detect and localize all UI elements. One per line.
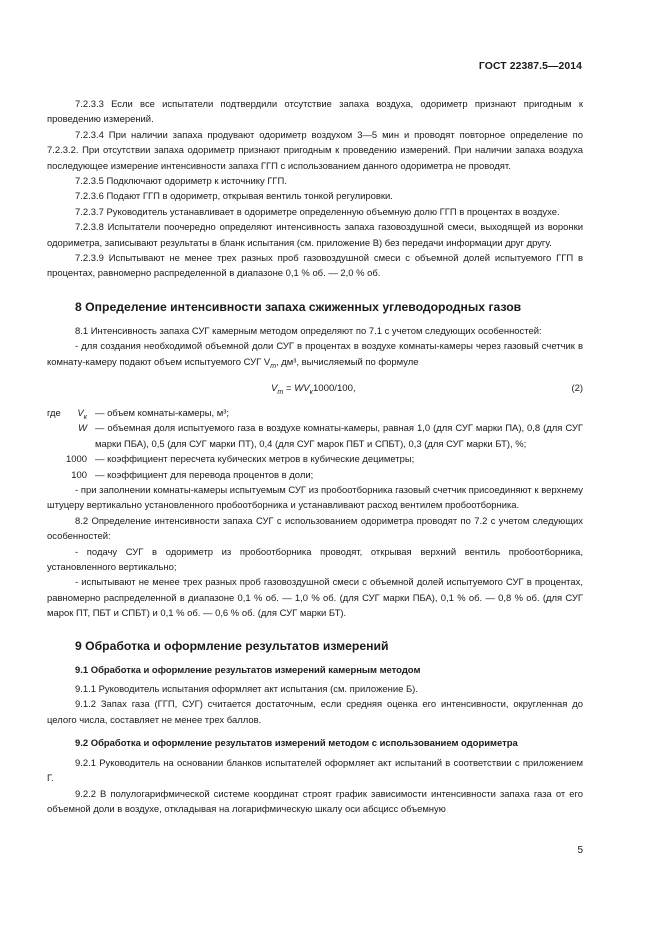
clause-8-2-feeding: - подачу СУГ в одориметр из пробоотборника проводят, открывая верхний вентиль пробоотборника, установленного вертикально; (47, 546, 583, 574)
where-description: объем комнаты-камеры, м³; (107, 407, 229, 419)
page-content (47, 97, 583, 817)
where-item (47, 406, 583, 421)
clause-7-2-3-4: 7.2.3.4 При наличии запаха продувают одориметр воздухом 3—5 мин и проводят повторное определение по 7.2.3.2. При отсутствии запаха одориметр признают пригодным к проведению измерений. При наличии запаха воздуха последующее измерение интенсивности запаха ГГП с использованием данного одориметра не проводят. (47, 129, 583, 172)
where-item (47, 468, 583, 483)
clause-7-2-3-5: 7.2.3.5 Подключают одориметр к источнику ГГП. (75, 176, 287, 188)
clause-7-2-3-7: 7.2.3.7 Руководитель устанавливает в одориметре определенную объемную долю ГГП в процентах в воздухе. (75, 206, 560, 218)
section-8-heading: 8 Определение интенсивности запаха сжиженных углеводородных газов (75, 299, 522, 314)
page-number: 5 (577, 845, 583, 856)
formula-eq: = (283, 382, 295, 394)
formula-number: (2) (571, 382, 583, 394)
where-dash: — (95, 454, 105, 466)
volume-intro-text: - для создания необходимой объемной доли СУГ в процентах в воздухе комнаты-камеры через газовый счетчик в комнату-камеру подают объем испытуемого СУГ V (47, 341, 583, 368)
where-symbol (47, 468, 87, 483)
clause-9-2-1: 9.2.1 Руководитель на основании бланков испытателей оформляет акт испытаний в соответствии с приложением Г. (47, 757, 583, 785)
clause-7-2-3-8: 7.2.3.8 Испытатели поочередно определяют интенсивность запаха газовоздушной смеси, выходящей из воронки одориметра, записывают результаты в бланк испытания (см. приложение В) без передачи информации друг другу. (47, 222, 583, 249)
where-symbol (47, 421, 87, 436)
where-item (47, 421, 583, 452)
formula-rest: 1000/100, (312, 382, 356, 394)
clause-8-1-filling: - при заполнении комнаты-камеры испытуемым СУГ из пробоотборника газовый счетчик присоединяют к верхнему штуцеру вертикально установленного пробоотборника и устанавливают расход вентилем пробоотборника. (47, 485, 583, 512)
clause-8-1: 8.1 Интенсивность запаха СУГ камерным методом определяют по 7.1 с учетом следующих особенностей: (75, 325, 542, 337)
where-symbol-text: W (78, 423, 87, 435)
formula-lhs-sub: т (277, 388, 284, 396)
formula-w: W (294, 382, 304, 394)
where-dash: — (95, 407, 105, 419)
formula-lhs: V (271, 382, 278, 394)
where-description: объемная доля испытуемого газа в воздухе комнаты-камеры, равная 1,0 (для СУГ марки ПА), 0,8 (для СУГ марки ПБА), 0,5 (для СУГ марки ПТ), 0,4 (для СУГ марок ПБТ и СПБТ), 0,3 (для СУГ марки БТ), %; (95, 423, 583, 450)
standard-header: ГОСТ 22387.5—2014 (478, 61, 582, 72)
volume-intro-end: , дм³, вычисляемый по формуле (276, 356, 419, 368)
section-9-heading: 9 Обработка и оформление результатов измерений (75, 638, 389, 653)
clause-9-1-1: 9.1.1 Руководитель испытания оформляет акт испытания (см. приложение Б). (75, 684, 418, 696)
clause-8-2-samples: - испытывают не менее трех разных проб газовоздушной смеси с объемной долей испытуемого СУГ в процентах, равномерно распределенной в диапазоне 0,1 % об. — 1,0 % об. (для СУГ марки ПБА), 0,1 % об. — 0,8 % об. (для СУГ марок ПТ, ПБТ и СПБТ) и 0,1 % об. — 0,6 % об. (для СУГ марки БТ). (47, 577, 583, 620)
where-symbol-text: 1000 (66, 454, 87, 466)
where-dash: — (95, 469, 105, 481)
clause-7-2-3-9: 7.2.3.9 Испытывают не менее трех разных проб газовоздушной смеси с объемной долей испытуемого ГГП в процентах, равномерно распределенной в диапазоне 0,1 % об. — 2,0 % об. (47, 253, 583, 280)
where-symbol (47, 452, 87, 467)
formula-v-sub: к (309, 388, 313, 396)
where-item (47, 452, 583, 467)
where-description: коэффициент для перевода процентов в доли; (107, 469, 314, 481)
where-symbol-text: 100 (71, 469, 87, 481)
where-dash: — (95, 423, 105, 435)
subsection-9-1-heading: 9.1 Обработка и оформление результатов измерений камерным методом (75, 664, 421, 676)
formula-2 (47, 381, 583, 397)
where-description: коэффициент пересчета кубических метров в кубические дециметры; (107, 454, 415, 466)
clause-7-2-3-6: 7.2.3.6 Подают ГГП в одориметр, открывая вентиль тонкой регулировки. (75, 191, 393, 203)
clause-7-2-3-3: 7.2.3.3 Если все испытатели подтвердили отсутствие запаха воздуха, одориметр признают пригодным к проведению измерений. (47, 99, 583, 126)
clause-9-1-2: 9.1.2 Запах газа (ГГП, СУГ) считается достаточным, если средняя оценка его интенсивности, округленная до целого числа, составляет не менее трех баллов. (47, 699, 583, 726)
clause-8-2: 8.2 Определение интенсивности запаха СУГ с использованием одориметра проводят по 7.2 с учетом следующих особенностей: (47, 515, 583, 543)
where-text (95, 406, 583, 421)
clause-9-2-2: 9.2.2 В полулогарифмической системе координат строят график зависимости интенсивности запаха газа от его объемной доли в воздухе, откладывая на логарифмическую шкалу оси абсцисс объемную (47, 788, 583, 815)
clause-8-1-volume-intro (47, 339, 583, 374)
where-symbol-text: V (77, 407, 84, 419)
formula-v: V (303, 382, 310, 394)
where-text (95, 421, 583, 452)
subsection-9-2-heading: 9.2 Обработка и оформление результатов измерений методом с использованием одориметра (75, 738, 518, 750)
volume-subscript: т (270, 362, 277, 370)
formula-expression (271, 381, 356, 400)
where-symbol-sub: к (83, 413, 87, 421)
where-list (47, 406, 583, 483)
where-label: где (47, 407, 61, 419)
where-text (95, 468, 583, 483)
where-text (95, 452, 583, 467)
